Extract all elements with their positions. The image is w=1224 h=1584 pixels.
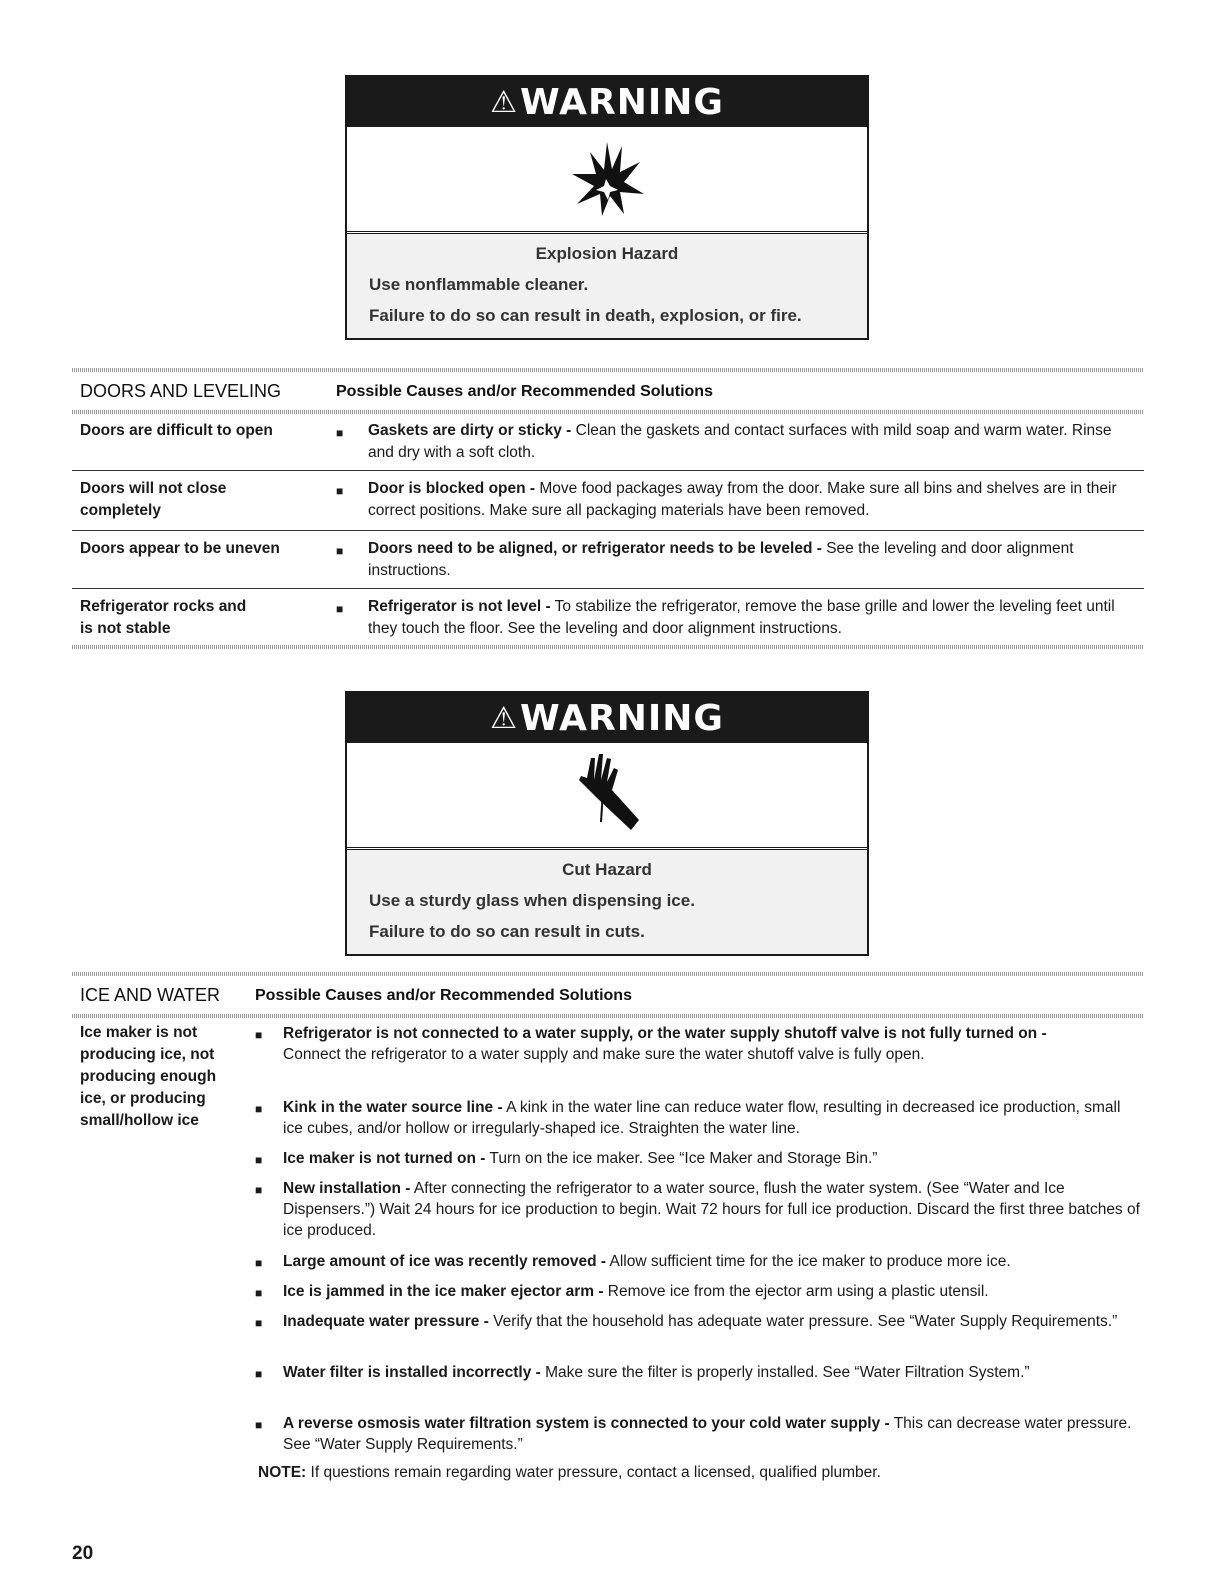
problem-label: Doors appear to be uneven [80,540,280,557]
bullet-icon: ■ [255,1153,263,1167]
solution-text: Large amount of ice was recently removed - Allow sufficient time for the ice maker to produce more ice. [283,1253,1011,1270]
solution-text: Refrigerator is not level - To stabilize the refrigerator, remove the base grille and lower the leveling feet until they touch the floor. See the leveling and door alignment instructions. [368,598,1115,637]
section-subtitle: Possible Causes and/or Recommended Solutions [336,383,713,400]
solution-text: Refrigerator is not connected to a water supply, or the water supply shutoff valve is not fully turned on - Connect the refrigerator to a water supply and make sure the water shutoff valve is fully open. [283,1025,1047,1063]
bullet-icon: ■ [255,1316,263,1330]
bullet-icon: ■ [255,1102,263,1116]
bullet-icon: ■ [255,1418,263,1432]
warning-triangle-icon: ⚠ [490,700,519,736]
section-subtitle: Possible Causes and/or Recommended Solutions [255,987,632,1004]
solution-text: A reverse osmosis water filtration system is connected to your cold water supply - This can decrease water pressure. See “Water Supply Requirements.” [283,1415,1132,1453]
note-text: NOTE: If questions remain regarding water pressure, contact a licensed, qualified plumber. [258,1464,881,1481]
warning-line: Failure to do so can result in death, explosion, or fire. [369,306,802,325]
warning-triangle-icon: ⚠ [490,84,519,120]
solution-text: Door is blocked open - Move food packages away from the door. Make sure all bins and shelves are in their correct positions. Make sure all packaging materials have been removed. [368,480,1117,519]
bullet-icon: ■ [336,426,344,440]
section-title: DOORS AND LEVELING [80,381,282,401]
solution-text: Doors need to be aligned, or refrigerator needs to be leveled - See the leveling and door alignment instructions. [368,540,1074,579]
bullet-icon: ■ [336,602,344,616]
solution-text: Inadequate water pressure - Verify that the household has adequate water pressure. See “Water Supply Requirements.” [283,1313,1118,1330]
solution-text: New installation - After connecting the refrigerator to a water source, flush the water system. (See “Water and Ice Dispensers.”) Wait 24 hours for ice production to begin. Wait 72 hours for full ice production. Discard the first three batches of ice produced. [283,1180,1140,1239]
solution-text: Kink in the water source line - A kink in the water line can reduce water flow, resulting in decreased ice production, small ice cubes, and/or hollow or irregularly-shaped ice. Straighten the water line. [283,1099,1121,1137]
solution-text: Water filter is installed incorrectly - Make sure the filter is properly installed. See “Water Filtration System.” [283,1364,1030,1381]
cut-warning-box [345,691,869,956]
solution-text: Ice is jammed in the ice maker ejector arm - Remove ice from the ejector arm using a plastic utensil. [283,1283,989,1300]
dotted-rule [72,1014,1144,1018]
warning-line: Failure to do so can result in cuts. [369,922,645,941]
page-number: 20 [72,1543,94,1564]
row-divider [72,530,1144,531]
bullet-icon: ■ [255,1256,263,1270]
bullet-icon: ■ [336,484,344,498]
dotted-rule [72,368,1144,372]
problem-label: Doors will not close completely [80,480,227,519]
bullet-icon: ■ [255,1028,263,1042]
warning-header: ⚠ WARNING [347,77,867,127]
section-title: ICE AND WATER [80,985,221,1005]
dotted-rule [72,645,1144,649]
warning-line: Use a sturdy glass when dispensing ice. [369,891,695,910]
bullet-icon: ■ [255,1367,263,1381]
warning-line: Use nonflammable cleaner. [369,275,589,294]
row-divider [72,470,1144,471]
bullet-icon: ■ [336,544,344,558]
row-divider [72,588,1144,589]
explosion-icon [347,127,867,234]
problem-label: Ice maker is not producing ice, not producing enough ice, or producing small/hollow ice [80,1024,217,1129]
dotted-rule [72,972,1144,976]
warning-header: ⚠ WARNING [347,693,867,743]
solution-text: Ice maker is not turned on - Turn on the ice maker. See “Ice Maker and Storage Bin.” [283,1150,878,1167]
explosion-warning-box [345,75,869,340]
bullet-icon: ■ [255,1183,263,1197]
bullet-icon: ■ [255,1286,263,1300]
problem-label: Doors are difficult to open [80,422,273,439]
cut-hand-icon [347,743,867,850]
problem-label: Refrigerator rocks and is not stable [80,598,247,637]
warning-text [347,234,867,338]
warning-title: Cut Hazard [562,860,652,879]
warning-title: Explosion Hazard [535,244,679,263]
warning-text [347,850,867,954]
solution-text: Gaskets are dirty or sticky - Clean the gaskets and contact surfaces with mild soap and warm water. Rinse and dry with a soft cloth. [368,422,1112,461]
dotted-rule [72,410,1144,414]
